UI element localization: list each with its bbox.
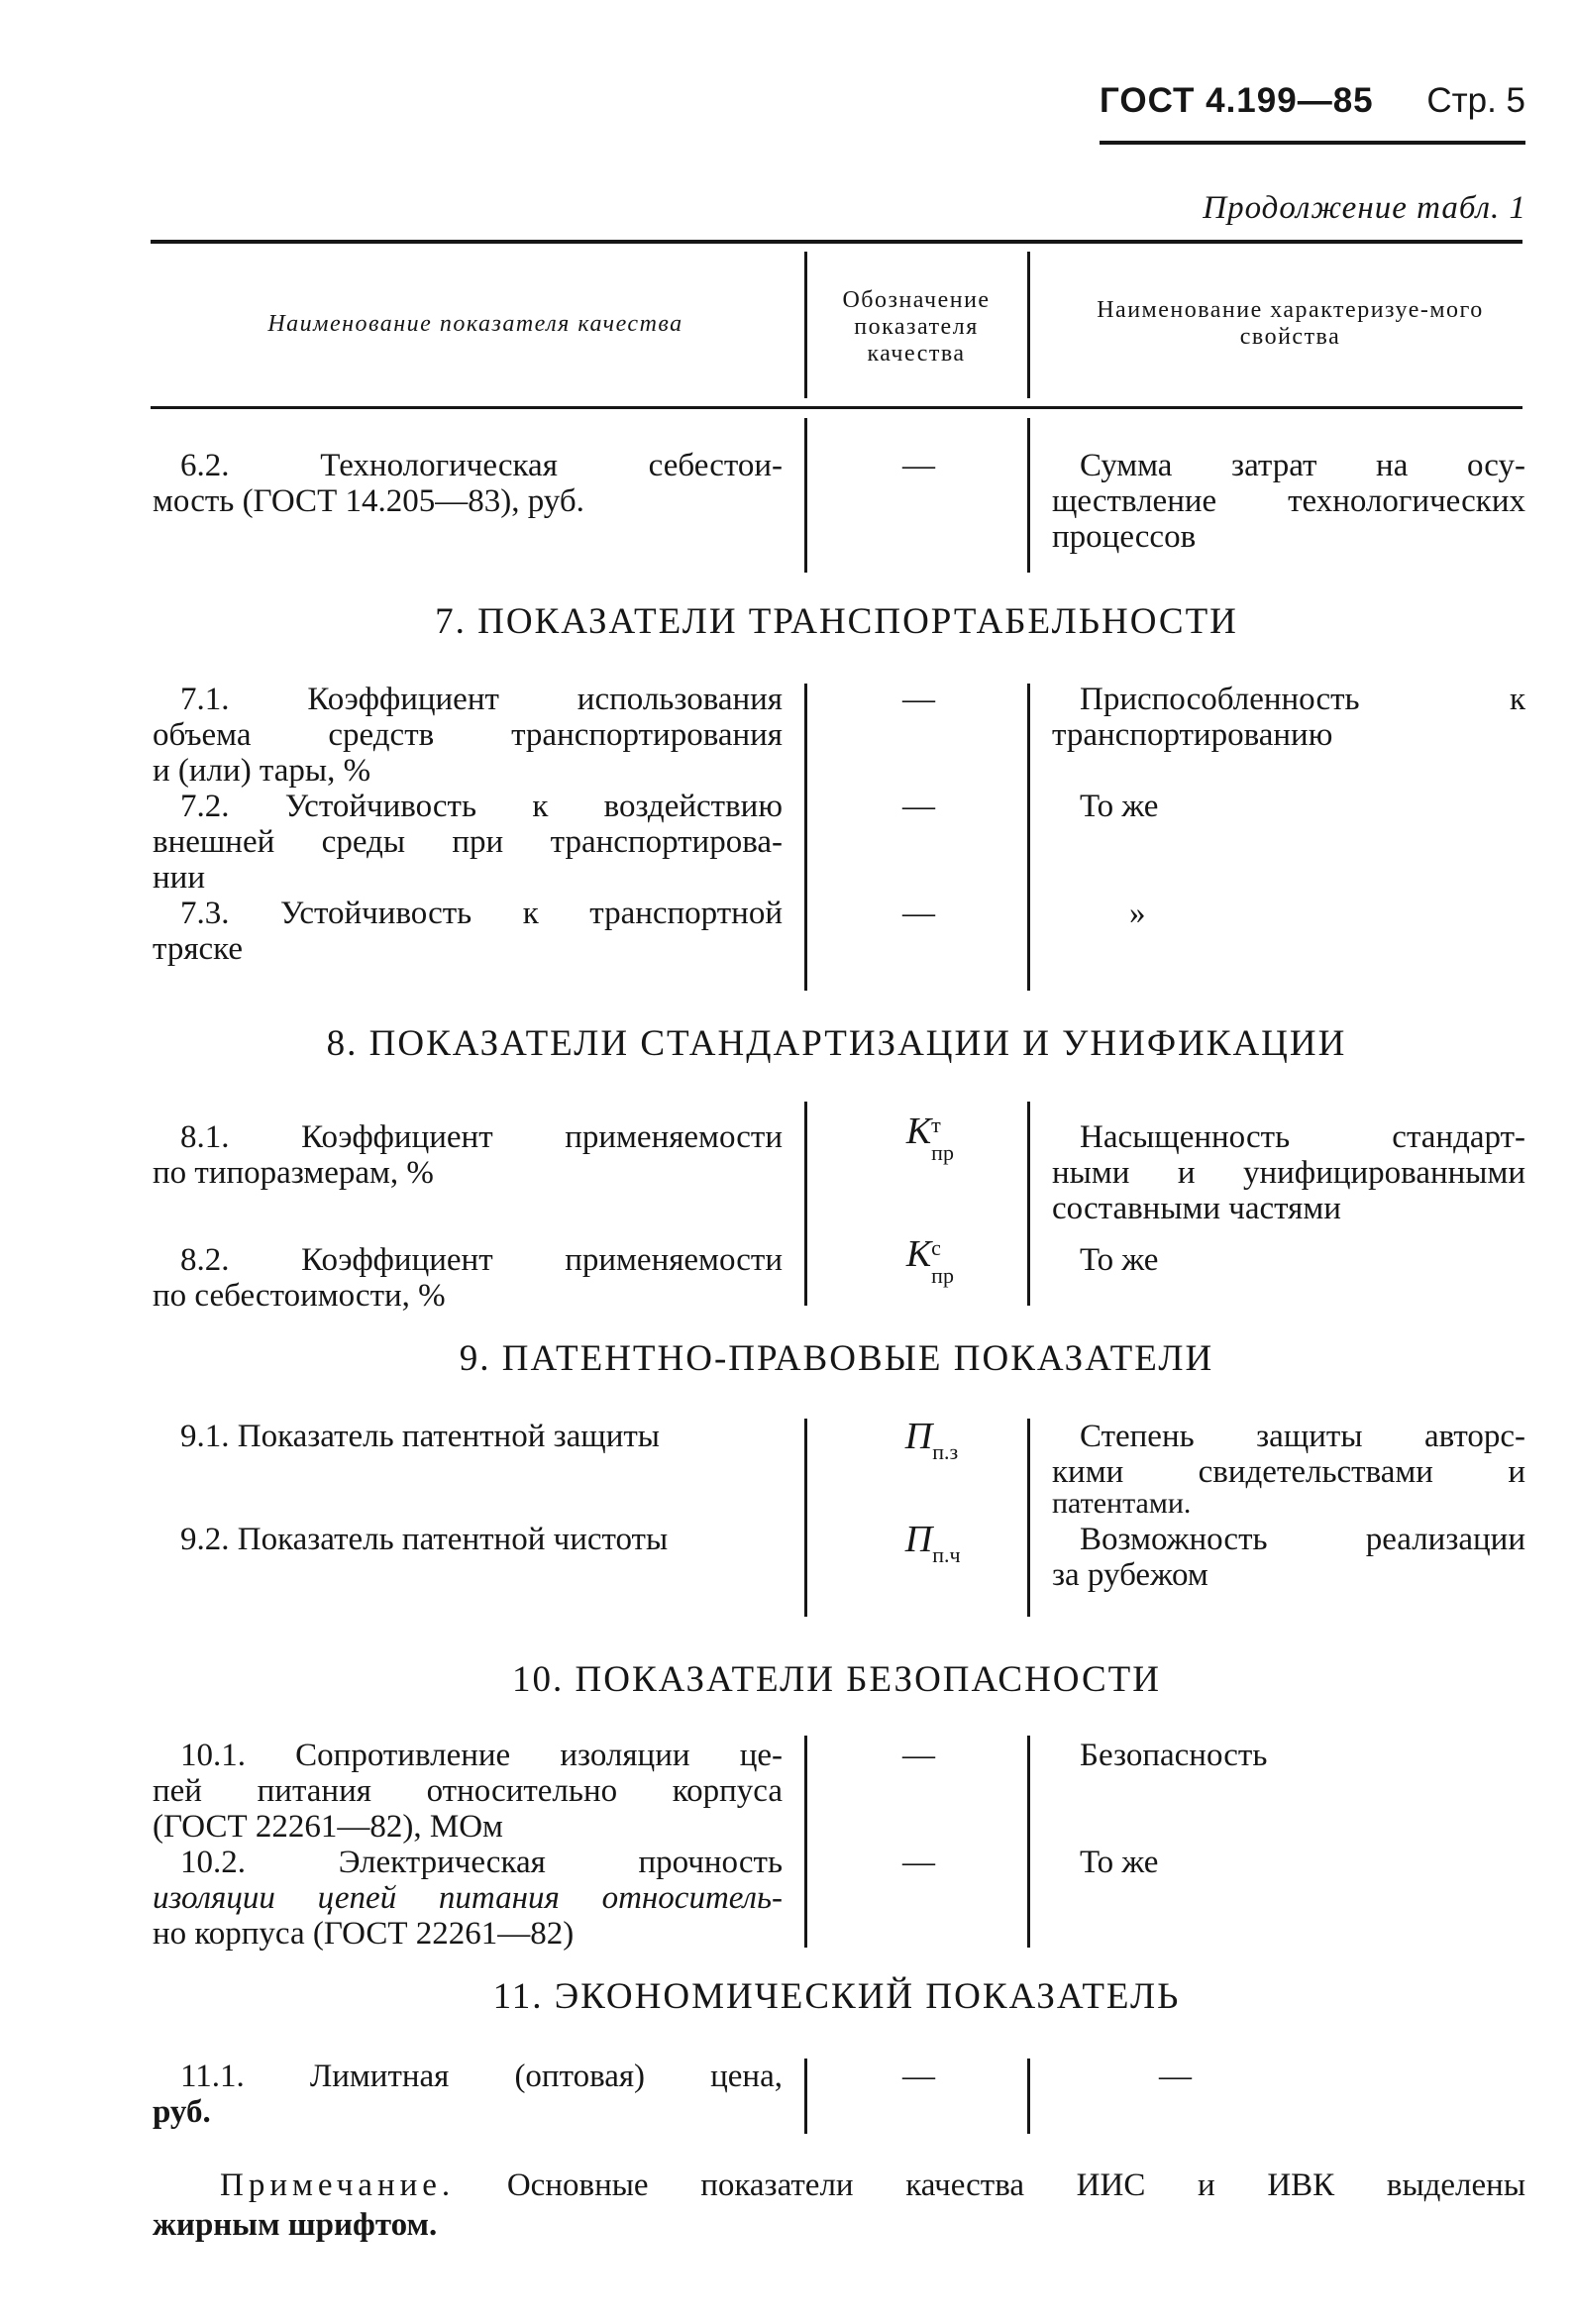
table-row-7-2-designation: — [902, 789, 935, 824]
designation-symbol [905, 1110, 954, 1165]
column-divider [1027, 1736, 1030, 1948]
table-row-8-1-property: Насыщенность стандарт- [1080, 1119, 1525, 1155]
page-header [1100, 81, 1525, 145]
note-text: Основные показатели качества ИИС и ИВК выделены [506, 2167, 1525, 2203]
column-divider [1027, 1419, 1030, 1617]
table-row-11-1-name-cont: руб. [153, 2094, 211, 2130]
column-header-name: Наименование показателя качества [267, 311, 683, 337]
symbol-superscript: с [931, 1235, 941, 1260]
table-row-7-2-name-cont: нии [153, 860, 205, 896]
table-row-7-2-name: 7.2. Устойчивость к воздействию [180, 789, 783, 824]
table-row-11-1-name: 11.1. Лимитная (оптовая) цена, [180, 2059, 783, 2094]
table-row-10-2-name: 10.2. Электрическая прочность [180, 1845, 783, 1880]
designation-symbol [904, 1416, 959, 1464]
table-row-9-1-name: 9.1. Показатель патентной защиты [180, 1419, 660, 1454]
table-header-rule [151, 406, 1522, 409]
table-row-7-1-name-cont: и (или) тары, % [153, 753, 371, 789]
column-divider [804, 252, 807, 398]
column-divider [804, 418, 807, 573]
table-row-7-1-name: 7.1. Коэффициент использования [180, 682, 783, 717]
table-row-9-2-property: Возможность реализации [1080, 1522, 1525, 1557]
column-divider [1027, 1102, 1030, 1306]
symbol-subscript: пр [931, 1140, 954, 1165]
symbol-main: П [904, 1416, 933, 1457]
column-divider [804, 2059, 807, 2134]
table-row-9-1-designation [812, 1416, 1025, 1464]
table-row-6-2-property: Сумма затрат на осу- [1080, 448, 1525, 483]
table-row-7-3-property: » [1129, 896, 1146, 931]
page-number: Стр. 5 [1426, 81, 1525, 120]
column-header-designation: Обозначение показателя качества [842, 287, 991, 367]
table-row-8-1-designation [812, 1110, 1025, 1165]
symbol-main: П [904, 1519, 933, 1560]
table-row-8-1-property-cont: ными и унифицированными [1052, 1155, 1525, 1191]
table-row-9-1-property-cont: патентами. [1052, 1487, 1192, 1520]
table-row-7-3-name: 7.3. Устойчивость к транспортной [180, 896, 783, 931]
column-divider [804, 1419, 807, 1617]
table-row-6-2-name-cont: мость (ГОСТ 14.205—83), руб. [153, 483, 584, 519]
table-continuation-label: Продолжение табл. 1 [1203, 190, 1526, 226]
column-divider [804, 1736, 807, 1948]
section-title-8: 8. ПОКАЗАТЕЛИ СТАНДАРТИЗАЦИИ И УНИФИКАЦИИ [326, 1023, 1347, 1064]
table-row-7-2-name-cont: внешней среды при транспортирова- [153, 824, 783, 860]
table-row-10-2-designation: — [902, 1845, 935, 1880]
table-note [153, 2166, 1525, 2245]
section-title-10: 10. ПОКАЗАТЕЛИ БЕЗОПАСНОСТИ [512, 1659, 1161, 1700]
table-row-10-1-designation: — [902, 1738, 935, 1773]
table-row-7-1-property-cont: транспортированию [1052, 717, 1333, 753]
table-row-8-1-name: 8.1. Коэффициент применяемости [180, 1119, 783, 1155]
table-row-7-1-name-cont: объема средств транспортирования [153, 717, 783, 753]
table-row-7-3-name-cont: тряске [153, 931, 244, 967]
table-row-9-2-property-cont: за рубежом [1052, 1557, 1208, 1593]
table-row-8-2-name: 8.2. Коэффициент применяемости [180, 1242, 783, 1278]
column-divider [1027, 252, 1030, 398]
table-row-10-2-name-cont: но корпуса (ГОСТ 22261—82) [153, 1916, 575, 1952]
table-row-8-2-name-cont: по себестоимости, % [153, 1278, 446, 1314]
table-row-9-1-property-cont: кими свидетельствами и [1052, 1454, 1525, 1490]
note-line-1 [153, 2166, 1525, 2205]
table-row-10-2-property: То же [1080, 1845, 1159, 1880]
table-row-6-2-name: 6.2. Технологическая себестои- [180, 448, 783, 483]
table-row-6-2-property-cont: ществление технологических [1052, 483, 1525, 519]
table-row-10-2-name-cont: изоляции цепей питания относитель- [153, 1880, 783, 1916]
table-row-8-1-name-cont: по типоразмерам, % [153, 1155, 434, 1191]
symbol-main: K [905, 1233, 932, 1275]
column-divider [1027, 684, 1030, 991]
table-row-10-1-name-cont: пей питания относительно корпуса [153, 1773, 783, 1809]
column-divider [1027, 2059, 1030, 2134]
table-row-7-3-designation: — [902, 896, 935, 931]
note-bold-text: жирным шрифтом. [153, 2207, 438, 2243]
symbol-subscript: п.ч [932, 1542, 961, 1567]
column-header-property: Наименование характеризуе-мого свойства [1097, 297, 1484, 350]
symbol-subscript: пр [931, 1263, 954, 1288]
symbol-main: K [905, 1110, 932, 1152]
table-row-10-1-name: 10.1. Сопротивление изоляции це- [180, 1738, 783, 1773]
symbol-subscript: п.з [932, 1439, 959, 1464]
table-row-8-1-property-cont: составными частями [1052, 1191, 1341, 1226]
table-row-10-1-name-cont: (ГОСТ 22261—82), МОм [153, 1809, 503, 1845]
table-row-7-1-property: Приспособленность к [1080, 682, 1525, 717]
note-label: Примечание. [220, 2167, 456, 2203]
designation-symbol [904, 1519, 961, 1567]
document-code: ГОСТ 4.199—85 [1100, 81, 1374, 120]
table-row-10-1-property: Безопасность [1080, 1738, 1268, 1773]
table-row-9-1-property: Степень защиты авторс- [1080, 1419, 1525, 1454]
table-row-8-2-designation [812, 1233, 1025, 1288]
table-row-7-2-property: То же [1080, 789, 1159, 824]
table-row-11-1-property: — [1159, 2059, 1192, 2094]
table-row-9-2-name: 9.2. Показатель патентной чистоты [180, 1522, 669, 1557]
table-row-6-2-designation: — [902, 448, 935, 483]
table-row-6-2-property-cont: процессов [1052, 519, 1197, 555]
designation-symbol [905, 1233, 954, 1288]
table-top-rule [151, 240, 1522, 244]
table-row-8-2-property: То же [1080, 1242, 1159, 1278]
symbol-superscript: т [931, 1112, 941, 1137]
table-row-9-2-designation [812, 1519, 1025, 1567]
column-divider [804, 684, 807, 991]
section-title-7: 7. ПОКАЗАТЕЛИ ТРАНСПОРТАБЕЛЬНОСТИ [435, 601, 1238, 642]
section-title-11: 11. ЭКОНОМИЧЕСКИЙ ПОКАЗАТЕЛЬ [492, 1976, 1181, 2017]
column-divider [1027, 418, 1030, 573]
table-row-7-1-designation: — [902, 682, 935, 717]
section-title-9: 9. ПАТЕНТНО-ПРАВОВЫЕ ПОКАЗАТЕЛИ [459, 1338, 1214, 1379]
table-row-11-1-designation: — [902, 2059, 935, 2094]
column-divider [804, 1102, 807, 1306]
